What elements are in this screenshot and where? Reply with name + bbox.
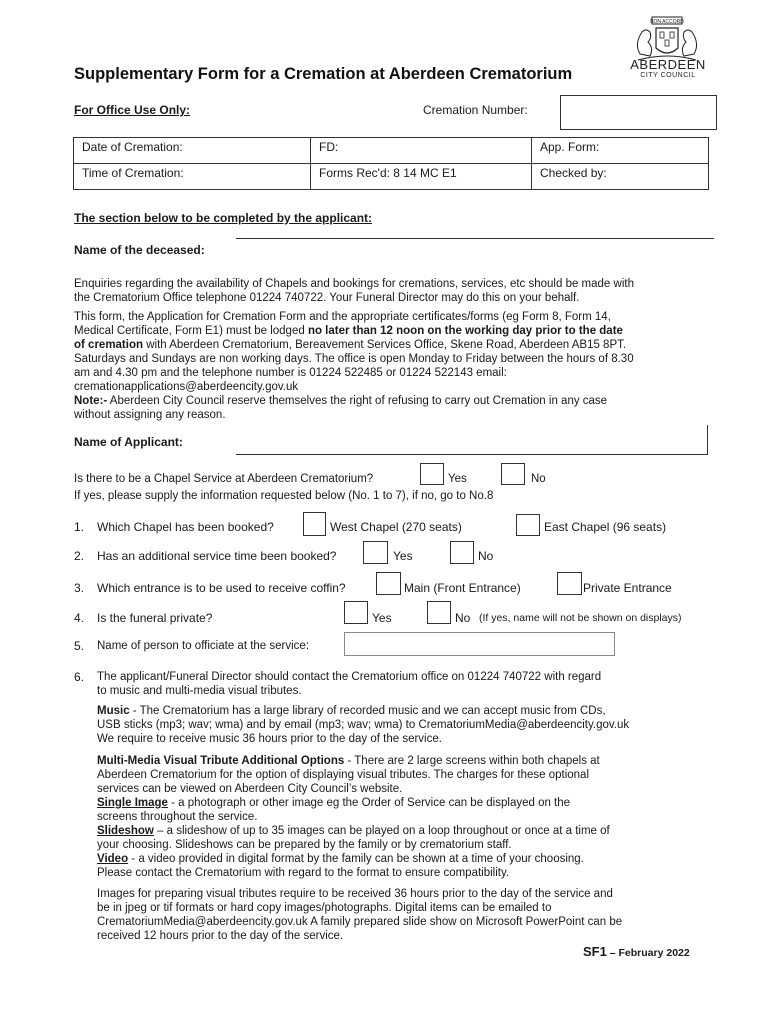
office-use-label: For Office Use Only: <box>74 103 191 117</box>
form-code-footer: SF1 – February 2022 <box>583 944 690 959</box>
single-image-line: Single Image - a photograph or other image eg the Order of Service can be displayed on the <box>97 797 571 809</box>
page-title: Supplementary Form for a Cremation at Aberdeen Crematorium <box>74 65 573 83</box>
chapel-yes-checkbox[interactable] <box>420 463 444 485</box>
chapel-no-label: No <box>531 473 546 485</box>
applicant-name-field[interactable] <box>236 425 708 455</box>
slideshow-line: Slideshow – a slideshow of up to 35 images can be played on a loop throughout or once at a time of <box>97 825 610 837</box>
cremation-number-field[interactable] <box>560 95 717 130</box>
question-5-number: 5. <box>74 639 85 653</box>
chapel-instruction: If yes, please supply the information requested below (No. 1 to 7), if no, go to No.8 <box>74 490 494 502</box>
private-funeral-yes-checkbox[interactable] <box>344 601 368 624</box>
question-6-number: 6. <box>74 670 85 684</box>
west-chapel-checkbox[interactable] <box>303 512 326 536</box>
lodging-line-2: Medical Certificate, Form E1) must be lodged no later than 12 noon on the working day prior to the date <box>74 325 623 337</box>
deceased-name-field[interactable] <box>236 236 714 239</box>
chapel-service-question: Is there to be a Chapel Service at Aberdeen Crematorium? <box>74 473 374 485</box>
private-entrance-label: Private Entrance <box>583 581 672 595</box>
images-paragraph: Images for preparing visual tributes require to be received 36 hours prior to the day of the service and be in jpeg or tif formats or hard copy images/photographs. Digital items can be emailed to CrematoriumMedia@aberdeencity.gov.uk A family prepared slide show on Microsoft PowerPoint can be received 12 hours prior to the day of the service. <box>97 888 623 942</box>
table-row <box>74 138 709 164</box>
applicant-section-heading: The section below to be completed by the applicant: <box>74 211 373 225</box>
private-funeral-yes-label: Yes <box>372 611 392 625</box>
multimedia-line-1: Multi-Media Visual Tribute Additional Options - There are 2 large screens within both chapels at <box>97 755 600 767</box>
private-funeral-no-label: No <box>455 611 471 625</box>
applicant-name-label: Name of Applicant: <box>74 435 183 449</box>
lodging-paragraph: This form, the Application for Cremation Form and the appropriate certificates/forms (eg Form 8, Form 14, Medical Certificate, Form E1) must be lodged no later than 12 noon on the working day prior to the date of cremation with Aberdeen Crematorium, Bereavement Services Office, Skene Road, Aberdeen AB15 8PT. Saturdays and Sundays are non working days. The office is open Monday to Friday between the hours of 8.30 am and 4.30 pm and the telephone number is 01224 522485 or 01224 522143 email: cremationapplications@aberdeencity.gov.uk Note:- Aberdeen City Council reserve themselves the right of refusing to carry out Cremation in any case without assigning any reason. <box>74 310 714 422</box>
enquiries-paragraph: Enquiries regarding the availability of Chapels and bookings for cremations, services, etc should be made with the Crematorium Office telephone 01224 740722. Your Funeral Director may do this on your behalf. <box>74 278 634 304</box>
private-funeral-no-checkbox[interactable] <box>427 601 451 624</box>
additional-time-no-label: No <box>478 549 494 563</box>
question-1-number: 1. <box>74 520 85 534</box>
music-paragraph: Music - The Crematorium has a large library of recorded music and we can accept music from CDs, USB sticks (mp3; wav; wma) and by email (mp3; wav; wma) to CrematoriumMedia@aberdeencity.gov.uk We require to receive music 36 hours prior to the day of the service. <box>97 704 717 746</box>
lodging-line-3: of cremation with Aberdeen Crematorium, Bereavement Services Office, Skene Road, Aberdeen AB15 8PT. <box>74 339 627 351</box>
main-entrance-checkbox[interactable] <box>376 572 401 595</box>
main-entrance-label: Main (Front Entrance) <box>404 581 521 595</box>
additional-time-no-checkbox[interactable] <box>450 541 474 564</box>
logo-name: ABERDEEN <box>630 57 706 72</box>
additional-time-yes-label: Yes <box>393 549 413 563</box>
table-row <box>74 164 709 190</box>
question-3-number: 3. <box>74 581 85 595</box>
music-line-1: Music - The Crematorium has a large library of recorded music and we can accept music from CDs, <box>97 705 606 717</box>
logo-subtitle: CITY COUNCIL <box>640 72 696 79</box>
question-5-text: Name of person to officiate at the service: <box>97 640 310 652</box>
time-of-cremation-cell[interactable]: Time of Cremation: <box>74 164 311 190</box>
chapel-no-checkbox[interactable] <box>501 463 525 485</box>
private-funeral-note: (If yes, name will not be shown on displays) <box>479 612 682 624</box>
council-logo <box>628 14 708 84</box>
video-line: Video - a video provided in digital format by the family can be shown at a time of your choosing. <box>97 853 584 865</box>
additional-time-yes-checkbox[interactable] <box>363 541 388 564</box>
east-chapel-label: East Chapel (96 seats) <box>544 520 667 534</box>
office-email-link[interactable]: cremationapplications@aberdeencity.gov.uk <box>74 381 299 393</box>
date-of-cremation-cell[interactable]: Date of Cremation: <box>74 138 311 164</box>
cremation-number-label: Cremation Number: <box>423 103 528 117</box>
question-1-text: Which Chapel has been booked? <box>97 520 274 534</box>
question-2-number: 2. <box>74 549 85 563</box>
app-form-cell[interactable]: App. Form: <box>532 138 709 164</box>
chapel-yes-label: Yes <box>448 473 467 485</box>
checked-by-cell[interactable]: Checked by: <box>532 164 709 190</box>
east-chapel-checkbox[interactable] <box>516 514 540 536</box>
office-use-table <box>73 137 709 190</box>
multimedia-paragraph: Multi-Media Visual Tribute Additional Options - There are 2 large screens within both chapels at Aberdeen Crematorium for the option of displaying visual tributes. The charges for these optional services can be viewed on Aberdeen City Council’s website. Single Image - a photograph or other image eg the Order of Service can be displayed on the screens throughout the service. Slideshow – a slideshow of up to 35 images can be played on a loop throughout or once at a time of your choosing. Slideshows can be prepared by the family or by crematorium staff. Video - a video provided in digital format by the family can be shown at a time of your choosing. Please contact the Crematorium with regard to the format to ensure compatibility. <box>97 754 717 880</box>
question-3-text: Which entrance is to be used to receive coffin? <box>97 581 346 595</box>
private-entrance-checkbox[interactable] <box>557 572 582 595</box>
officiant-name-input[interactable] <box>344 632 615 656</box>
west-chapel-label: West Chapel (270 seats) <box>330 520 462 534</box>
forms-recd-cell[interactable]: Forms Rec'd: 8 14 MC E1 <box>311 164 532 190</box>
question-4-text: Is the funeral private? <box>97 611 213 625</box>
deceased-name-label: Name of the deceased: <box>74 243 205 257</box>
question-2-text: Has an additional service time been booked? <box>97 549 337 563</box>
question-6-text: The applicant/Funeral Director should contact the Crematorium office on 01224 740722 with regard to music and multi-media visual tributes. <box>97 671 602 697</box>
svg-text:BON ACCORD: BON ACCORD <box>650 19 684 25</box>
question-4-number: 4. <box>74 611 85 625</box>
fd-cell[interactable]: FD: <box>311 138 532 164</box>
note-line: Note:- Aberdeen City Council reserve themselves the right of refusing to carry out Cremation in any case <box>74 395 608 407</box>
